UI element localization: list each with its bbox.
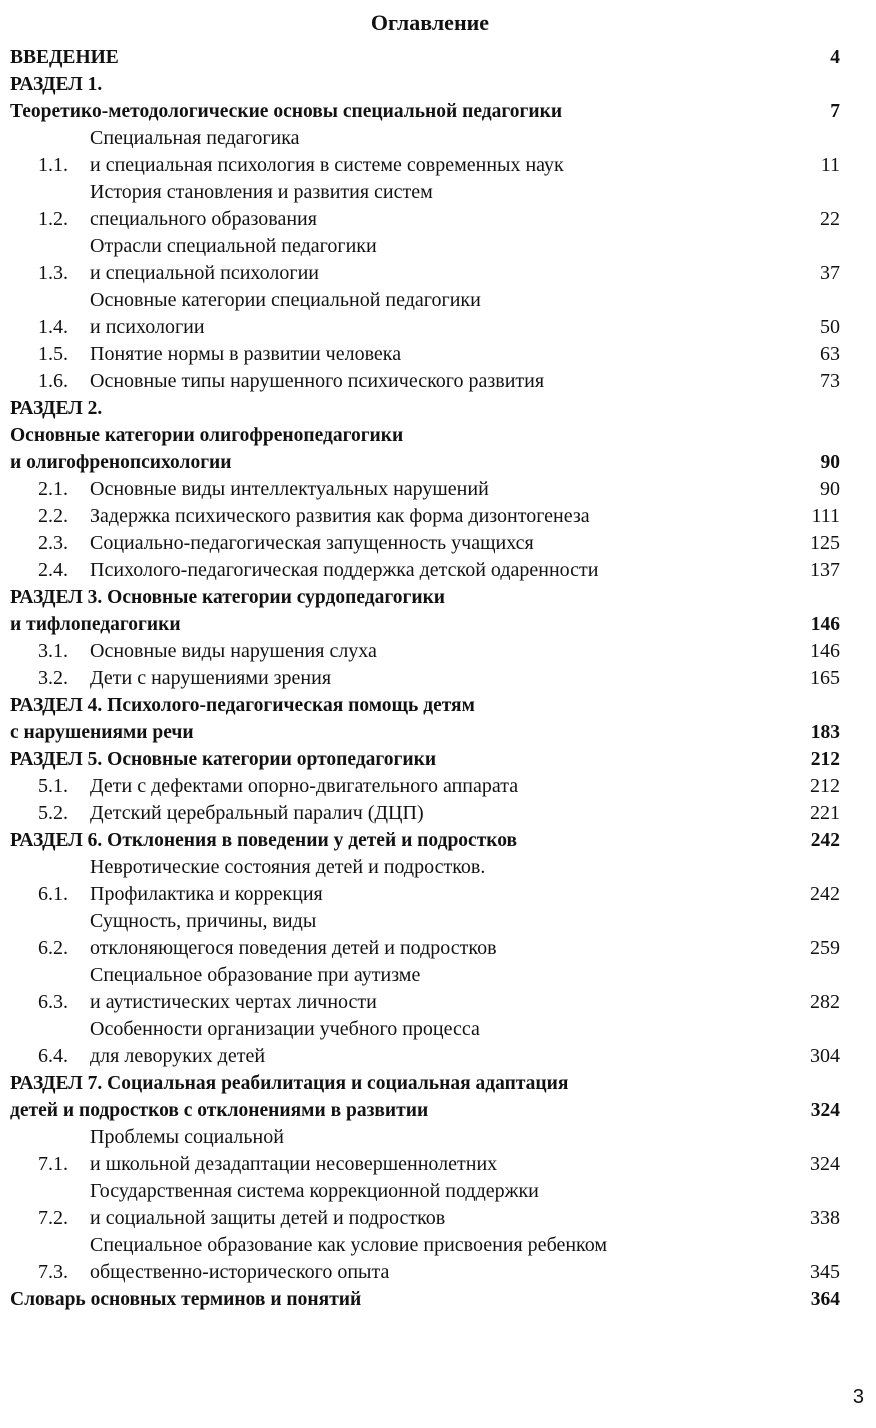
toc-entry-page: 183 xyxy=(810,722,840,743)
toc-entry-title-line: Понятие нормы в развитии человека xyxy=(90,343,402,365)
toc-entry-title-line: РАЗДЕЛ 4. Психолого-педагогическая помощь детям xyxy=(10,695,475,716)
toc-entry-title xyxy=(90,179,760,233)
toc-entry-title-line: Задержка психического развития как форма дизонтогенеза xyxy=(90,505,590,527)
toc-entry-title-line: Основные виды интеллектуальных нарушений xyxy=(90,478,489,500)
toc-entry-title xyxy=(10,71,760,98)
toc-section-entry[interactable] xyxy=(10,692,840,746)
toc-entry-title-line: Невротические состояния детей и подростков. xyxy=(90,856,486,878)
toc-entry-title-line: с нарушениями речи xyxy=(10,722,194,743)
toc-entry-title-line: ВВЕДЕНИЕ xyxy=(10,47,119,68)
toc-section-entry[interactable] xyxy=(10,584,840,638)
toc-entry-number: 7.2. xyxy=(38,1207,68,1229)
toc-entry-page: 146 xyxy=(810,614,840,635)
toc-entry-page: 212 xyxy=(810,775,840,797)
toc-entry-page: 345 xyxy=(810,1261,840,1283)
toc-entry-title xyxy=(90,368,760,395)
toc-entry-title xyxy=(10,44,760,71)
toc-section-entry[interactable] xyxy=(10,395,840,422)
toc-entry-title-line: РАЗДЕЛ 2. xyxy=(10,398,103,419)
toc-subsection-entry[interactable] xyxy=(10,854,840,908)
toc-entry-page: 90 xyxy=(820,452,840,473)
page-title: Оглавление xyxy=(370,10,490,35)
toc-entry-number: 1.4. xyxy=(38,316,68,338)
toc-entry-number: 6.2. xyxy=(38,937,68,959)
toc-entry-page: 73 xyxy=(820,370,840,392)
toc-entry-title xyxy=(90,962,760,1016)
toc-entry-title-line: Основные категории олигофренопедагогики xyxy=(10,425,404,446)
toc-entry-title-line: Основные категории специальной педагогики xyxy=(90,289,481,311)
toc-entry-title-line: Психолого-педагогическая поддержка детской одаренности xyxy=(90,559,599,581)
toc-subsection-entry[interactable] xyxy=(10,557,840,584)
toc-entry-page: 50 xyxy=(820,316,840,338)
toc-entry-title-line: История становления и развития систем xyxy=(90,181,433,203)
toc-entry-title-line: и аутистических чертах личности xyxy=(90,991,377,1013)
toc-entry-number: 2.4. xyxy=(38,559,68,581)
toc-subsection-entry[interactable] xyxy=(10,503,840,530)
toc-subsection-entry[interactable] xyxy=(10,476,840,503)
toc-subsection-entry[interactable] xyxy=(10,800,840,827)
toc-entry-title xyxy=(10,1070,760,1124)
toc-section-entry[interactable] xyxy=(10,1286,840,1313)
toc-entry-title-line: РАЗДЕЛ 6. Отклонения в поведении у детей и подростков xyxy=(10,830,518,851)
toc-entry-title xyxy=(90,800,760,827)
toc-entry-page: 4 xyxy=(830,47,840,68)
toc-entry-title xyxy=(90,341,760,368)
toc-subsection-entry[interactable] xyxy=(10,530,840,557)
toc-subsection-entry[interactable] xyxy=(10,125,840,179)
toc-entry-title-line: РАЗДЕЛ 1. xyxy=(10,74,103,95)
toc-entry-page: 364 xyxy=(810,1289,840,1310)
toc-entry-number: 1.3. xyxy=(38,262,68,284)
toc-entry-number: 7.1. xyxy=(38,1153,68,1175)
toc-entry-title-line: детей и подростков с отклонениями в развитии xyxy=(10,1100,429,1121)
toc-entry-number: 2.1. xyxy=(38,478,68,500)
toc-entry-title-line: Государственная система коррекционной поддержки xyxy=(90,1180,539,1202)
toc-entry-title xyxy=(90,233,760,287)
toc-entry-page: 7 xyxy=(830,101,840,122)
toc-entry-title-line: Сущность, причины, виды xyxy=(90,910,317,932)
toc-entry-title xyxy=(90,1016,760,1070)
toc-entry-title-line: и психологии xyxy=(90,316,205,338)
toc-entry-page: 90 xyxy=(820,478,840,500)
toc-entry-number: 5.1. xyxy=(38,775,68,797)
toc-entry-title-line: Дети с дефектами опорно-двигательного аппарата xyxy=(90,775,519,797)
toc-subsection-entry[interactable] xyxy=(10,1232,840,1286)
toc-entry-title-line: Словарь основных терминов и понятий xyxy=(10,1289,362,1310)
toc-entry-page: 137 xyxy=(810,559,840,581)
toc-section-entry[interactable] xyxy=(10,44,840,71)
toc-subsection-entry[interactable] xyxy=(10,962,840,1016)
toc-entry-title xyxy=(90,1124,760,1178)
toc-entry-page: 338 xyxy=(810,1207,840,1229)
toc-entry-title-line: Основные типы нарушенного психического развития xyxy=(90,370,545,392)
toc-entry-title xyxy=(10,395,760,422)
toc-entry-title-line: для леворуких детей xyxy=(90,1045,266,1067)
toc-entry-title-line: Отрасли специальной педагогики xyxy=(90,235,377,257)
toc-entry-page: 221 xyxy=(810,802,840,824)
toc-entry-page: 63 xyxy=(820,343,840,365)
toc-page xyxy=(10,0,840,1313)
toc-entry-title xyxy=(10,827,760,854)
toc-subsection-entry[interactable] xyxy=(10,287,840,341)
toc-entry-number: 1.5. xyxy=(38,343,68,365)
toc-entry-title-line: Детский церебральный паралич (ДЦП) xyxy=(90,802,424,824)
toc-entry-title-line: и тифлопедагогики xyxy=(10,614,181,635)
toc-entry-title-line: Специальная педагогика xyxy=(90,127,300,149)
toc-entry-page: 324 xyxy=(810,1100,840,1121)
toc-entry-title-line: Социально-педагогическая запущенность учащихся xyxy=(90,532,534,554)
toc-entry-title xyxy=(90,1178,760,1232)
toc-entry-title xyxy=(10,98,760,125)
toc-subsection-entry[interactable] xyxy=(10,179,840,233)
table-of-contents xyxy=(10,44,840,1313)
toc-entry-title-line: общественно-исторического опыта xyxy=(90,1261,390,1283)
toc-entry-title xyxy=(10,1286,760,1313)
toc-entry-number: 2.2. xyxy=(38,505,68,527)
toc-entry-page: 111 xyxy=(811,505,840,527)
toc-section-entry[interactable] xyxy=(10,746,840,773)
toc-entry-number: 2.3. xyxy=(38,532,68,554)
toc-entry-number: 3.2. xyxy=(38,667,68,689)
toc-entry-title xyxy=(90,638,760,665)
toc-subsection-entry[interactable] xyxy=(10,1124,840,1178)
toc-entry-number: 1.6. xyxy=(38,370,68,392)
toc-subsection-entry[interactable] xyxy=(10,1016,840,1070)
toc-entry-number: 7.3. xyxy=(38,1261,68,1283)
toc-entry-title xyxy=(10,422,760,476)
toc-entry-title xyxy=(10,746,760,773)
toc-entry-title-line: Теоретико-методологические основы специальной педагогики xyxy=(10,101,563,122)
page-number: 3 xyxy=(852,1386,864,1408)
toc-entry-title xyxy=(90,125,760,179)
toc-entry-title xyxy=(90,908,760,962)
toc-entry-title-line: Основные виды нарушения слуха xyxy=(90,640,377,662)
toc-entry-page: 304 xyxy=(810,1045,840,1067)
toc-entry-number: 3.1. xyxy=(38,640,68,662)
toc-section-entry[interactable] xyxy=(10,71,840,98)
toc-entry-title-line: специального образования xyxy=(90,208,317,230)
toc-entry-page: 11 xyxy=(820,154,840,176)
toc-entry-page: 22 xyxy=(820,208,840,230)
toc-entry-title-line: РАЗДЕЛ 7. Социальная реабилитация и социальная адаптация xyxy=(10,1073,569,1094)
toc-entry-number: 1.1. xyxy=(38,154,68,176)
toc-entry-page: 212 xyxy=(810,749,840,770)
toc-entry-title-line: Проблемы социальной xyxy=(90,1126,284,1148)
toc-subsection-entry[interactable] xyxy=(10,368,840,395)
toc-entry-title xyxy=(90,476,760,503)
toc-entry-number: 5.2. xyxy=(38,802,68,824)
toc-entry-page: 165 xyxy=(810,667,840,689)
toc-entry-title-line: РАЗДЕЛ 5. Основные категории ортопедагогики xyxy=(10,749,437,770)
toc-entry-page: 324 xyxy=(810,1153,840,1175)
toc-entry-title-line: и специальная психология в системе современных наук xyxy=(90,154,564,176)
toc-entry-number: 6.4. xyxy=(38,1045,68,1067)
toc-entry-title-line: РАЗДЕЛ 3. Основные категории сурдопедагогики xyxy=(10,587,446,608)
toc-entry-title-line: Специальное образование при аутизме xyxy=(90,964,421,986)
toc-entry-title xyxy=(90,503,760,530)
toc-entry-page: 125 xyxy=(810,532,840,554)
toc-section-entry[interactable] xyxy=(10,98,840,125)
toc-entry-number: 1.2. xyxy=(38,208,68,230)
toc-entry-title-line: и школьной дезадаптации несовершеннолетних xyxy=(90,1153,498,1175)
toc-subsection-entry[interactable] xyxy=(10,638,840,665)
toc-entry-title xyxy=(90,287,760,341)
toc-subsection-entry[interactable] xyxy=(10,773,840,800)
toc-subsection-entry[interactable] xyxy=(10,1178,840,1232)
toc-subsection-entry[interactable] xyxy=(10,233,840,287)
toc-entry-title xyxy=(90,773,760,800)
toc-entry-title xyxy=(90,557,760,584)
toc-entry-page: 37 xyxy=(820,262,840,284)
toc-entry-title-line: Профилактика и коррекция xyxy=(90,883,323,905)
toc-entry-page: 242 xyxy=(810,883,840,905)
toc-entry-title-line: Дети с нарушениями зрения xyxy=(90,667,332,689)
toc-subsection-entry[interactable] xyxy=(10,341,840,368)
toc-entry-title xyxy=(90,1232,760,1286)
toc-entry-title xyxy=(90,530,760,557)
toc-entry-title-line: Специальное образование как условие присвоения ребенком xyxy=(90,1234,608,1256)
toc-entry-number: 6.3. xyxy=(38,991,68,1013)
toc-entry-page: 259 xyxy=(810,937,840,959)
toc-entry-title xyxy=(90,854,760,908)
toc-entry-page: 146 xyxy=(810,640,840,662)
toc-section-entry[interactable] xyxy=(10,827,840,854)
toc-entry-page: 282 xyxy=(810,991,840,1013)
toc-section-entry[interactable] xyxy=(10,1070,840,1124)
toc-subsection-entry[interactable] xyxy=(10,908,840,962)
toc-subsection-entry[interactable] xyxy=(10,665,840,692)
toc-entry-number: 6.1. xyxy=(38,883,68,905)
toc-entry-title-line: и социальной защиты детей и подростков xyxy=(90,1207,446,1229)
toc-entry-title xyxy=(90,665,760,692)
toc-entry-title-line: Особенности организации учебного процесса xyxy=(90,1018,480,1040)
toc-section-entry[interactable] xyxy=(10,422,840,476)
toc-entry-title-line: отклоняющегося поведения детей и подростков xyxy=(90,937,497,959)
toc-entry-title xyxy=(10,692,760,746)
toc-entry-title xyxy=(10,584,760,638)
toc-entry-page: 242 xyxy=(810,830,840,851)
toc-entry-title-line: и олигофренопсихологии xyxy=(10,452,232,473)
toc-entry-title-line: и специальной психологии xyxy=(90,262,319,284)
